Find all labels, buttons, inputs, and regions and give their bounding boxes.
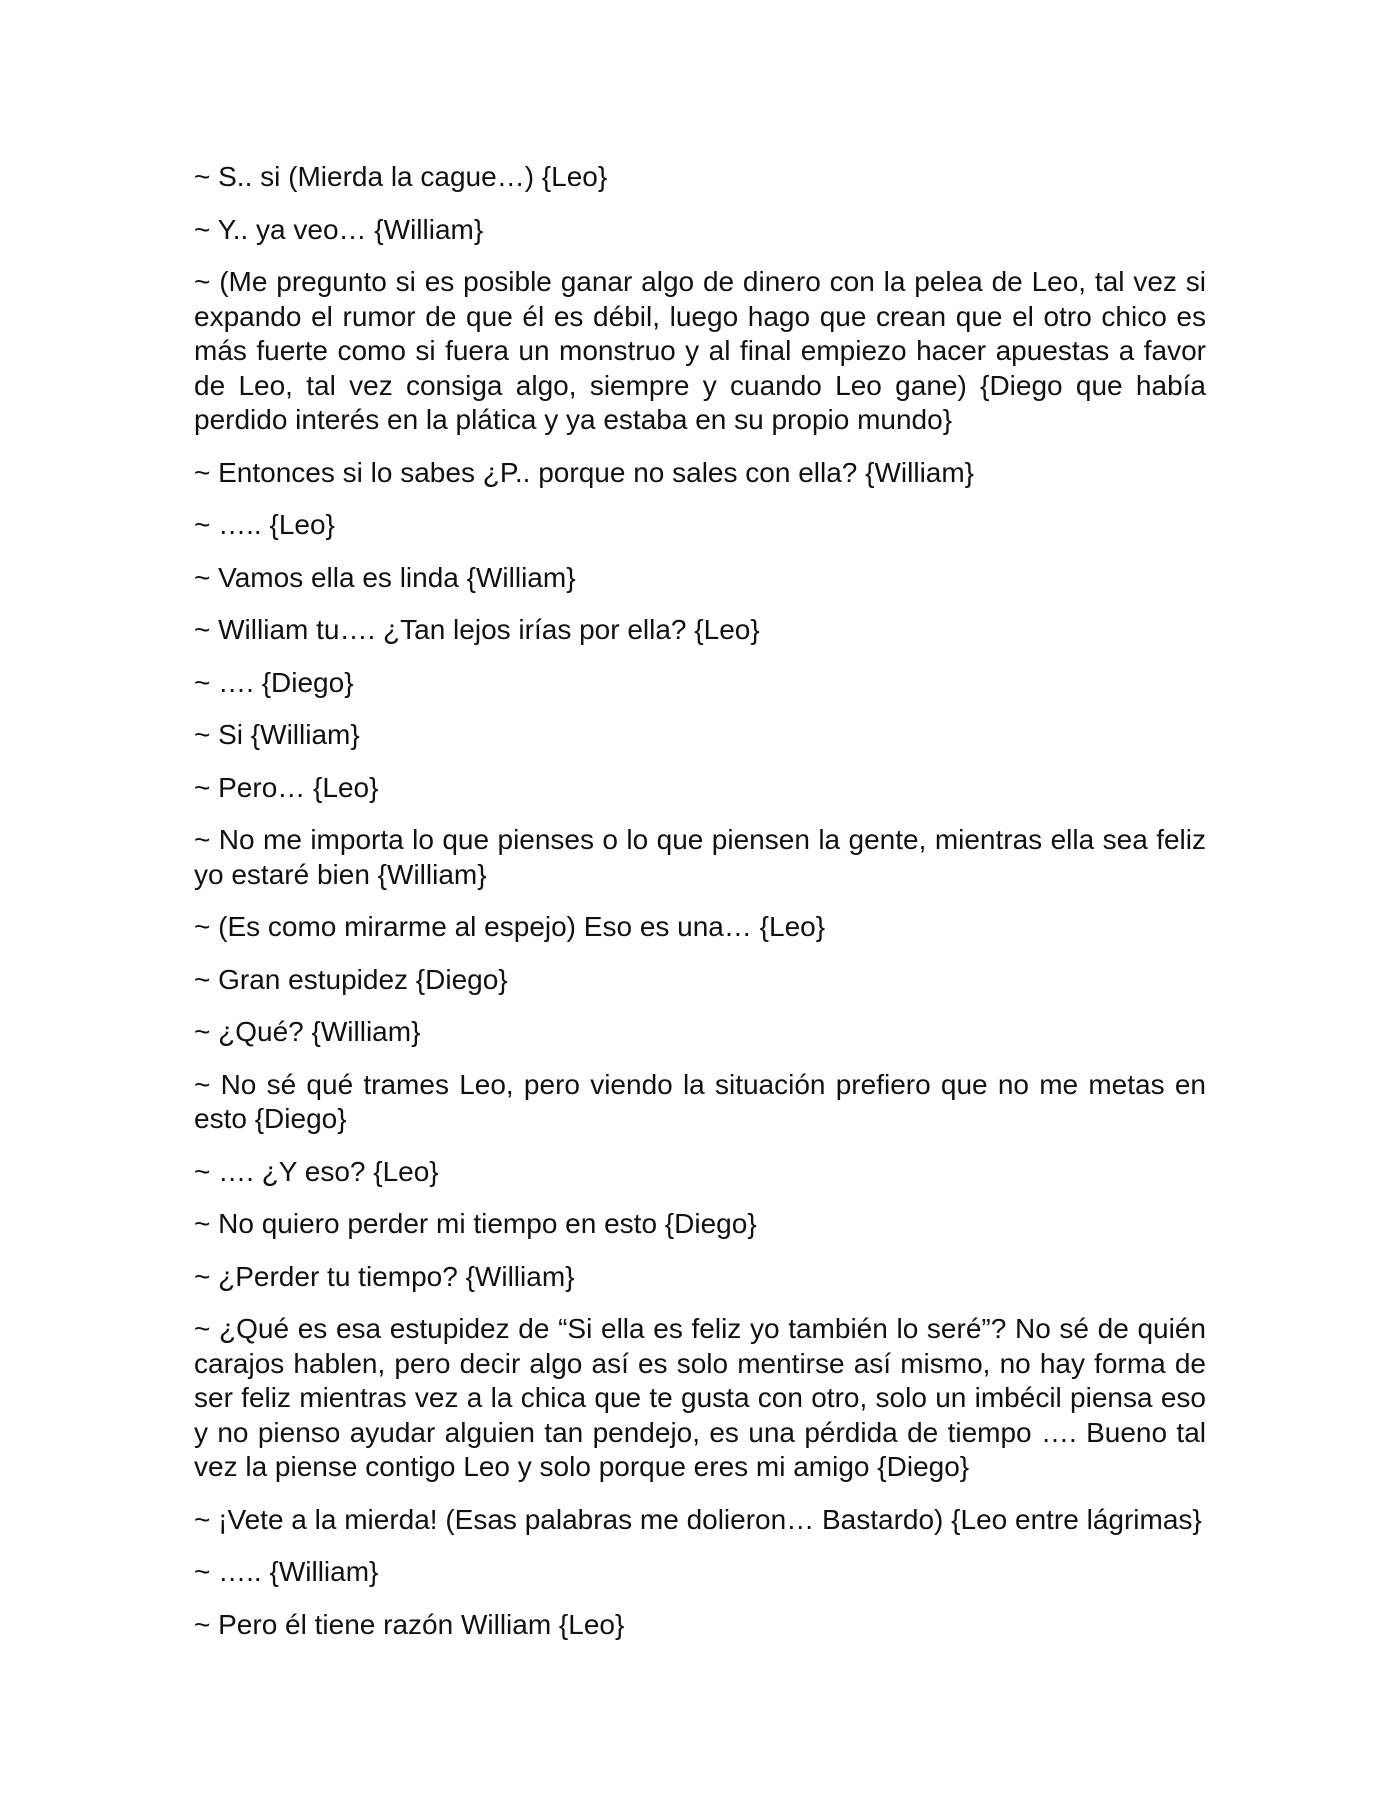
dialogue-line: ~ ….. {William}	[194, 1556, 379, 1587]
dialogue-line: ~ …. ¿Y eso? {Leo}	[194, 1155, 439, 1187]
dialogue-line: ~ Vamos ella es linda {William}	[194, 561, 576, 593]
dialogue-line: ~ ….. {Leo}	[194, 509, 335, 540]
dialogue-line: ~ ¡Vete a la mierda! (Esas palabras me dolieron… Bastardo) {Leo entre lágrimas}	[194, 1503, 1202, 1535]
dialogue-line: ~ Si {William}	[194, 719, 360, 750]
dialogue-line: ~ ¿Perder tu tiempo? {William}	[194, 1260, 575, 1292]
dialogue-paragraph: ~ (Me pregunto si es posible ganar algo de dinero con la pelea de Leo, tal vez si expando el rumor de que él es débil, luego hago que crean que el otro chico es más fuerte como si fuera un monstruo y al final empiezo hacer apuestas a favor de Leo, tal vez consiga algo, siempre y cuando Leo gane) {Diego que había perdido interés en la plática y ya estaba en su propio mundo}	[194, 266, 1206, 435]
dialogue-paragraph: ~ ¿Qué es esa estupidez de “Si ella es feliz yo también lo seré”? No sé de quién carajos hablen, pero decir algo así es solo mentirse así mismo, no hay forma de ser feliz mientras vez a la chica que te gusta con otro, solo un imbécil piensa eso y no pienso ayudar alguien tan pendejo, es una pérdida de tiempo …. Bueno tal vez la piense contigo Leo y solo porque eres mi amigo {Diego}	[194, 1313, 1206, 1482]
document-body	[194, 160, 1206, 1660]
dialogue-line: ~ Entonces si lo sabes ¿P.. porque no sales con ella? {William}	[194, 456, 975, 488]
dialogue-line: ~ Pero él tiene razón William {Leo}	[194, 1608, 625, 1640]
dialogue-line: ~ (Es como mirarme al espejo) Eso es una… {Leo}	[194, 911, 826, 942]
dialogue-line: ~ S.. si (Mierda la cague…) {Leo}	[194, 161, 608, 192]
dialogue-line: ~ …. {Diego}	[194, 666, 354, 698]
dialogue-line: ~ ¿Qué? {William}	[194, 1016, 421, 1047]
dialogue-line: ~ Gran estupidez {Diego}	[194, 963, 508, 995]
dialogue-line: ~ Y.. ya veo… {William}	[194, 213, 484, 245]
dialogue-paragraph: ~ No sé qué trames Leo, pero viendo la situación prefiero que no me metas en esto {Diego}	[194, 1068, 1206, 1134]
dialogue-line: ~ No quiero perder mi tiempo en esto {Diego}	[194, 1208, 757, 1239]
dialogue-line: ~ Pero… {Leo}	[194, 771, 379, 803]
dialogue-paragraph: ~ No me importa lo que pienses o lo que piensen la gente, mientras ella sea feliz yo estaré bien {William}	[194, 824, 1206, 890]
dialogue-line: ~ William tu…. ¿Tan lejos irías por ella? {Leo}	[194, 614, 760, 645]
